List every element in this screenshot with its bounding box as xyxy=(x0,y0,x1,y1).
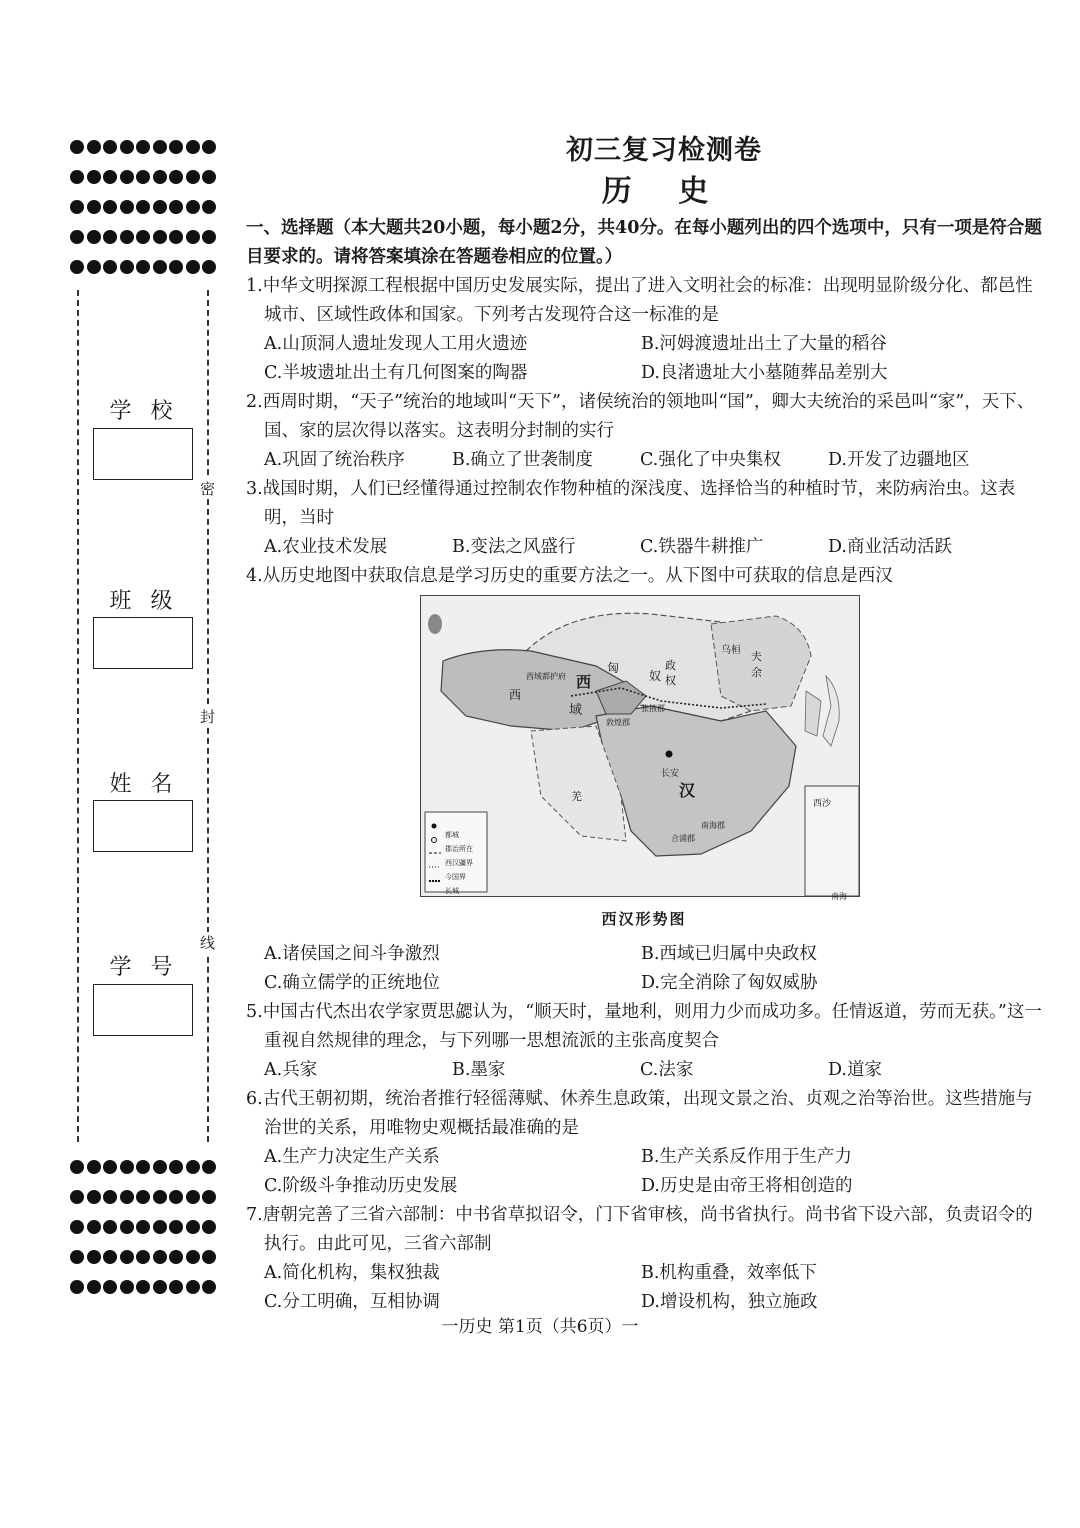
option-d: D.道家 xyxy=(828,1060,882,1080)
map-label-xiongnu-3: 政 xyxy=(665,659,676,672)
map-label-xiyu-protectorate: 西域都护府 xyxy=(526,672,566,681)
option-c: C.强化了中央集权 xyxy=(640,450,781,470)
option-b: B.变法之风盛行 xyxy=(452,537,576,557)
map-label-hepu: 合浦郡 xyxy=(671,834,695,843)
map-label-fuyu-2: 余 xyxy=(751,666,762,679)
question-4 xyxy=(246,562,1042,998)
option-a: A.山顶洞人遗址发现人工用火遗迹 xyxy=(264,334,528,354)
question-stem: 6.古代王朝初期，统治者推行轻徭薄赋、休养生息政策，出现文景之治、贞观之治等治世。这些措施与治世的关系，用唯物史观概括最准确的是 xyxy=(246,1089,1033,1138)
seal-char-feng: 封 xyxy=(200,708,216,726)
question-stem: 5.中国古代杰出农学家贾思勰认为，“顺天时，量地利，则用力少而成功多。任情返道，劳而无获。”这一重视自然规律的理念，与下列哪一思想流派的主张高度契合 xyxy=(246,1002,1042,1051)
question-3 xyxy=(246,475,1042,562)
option-a: A.农业技术发展 xyxy=(264,537,388,557)
school-field[interactable] xyxy=(93,428,193,480)
question-stem: 2.西周时期，“天子”统治的地域叫“天下”，诸侯统治的领地叫“国”，卿大夫统治的采邑叫“家”，天下、国、家的层次得以落实。这表明分封制的实行 xyxy=(246,392,1035,441)
option-b: B.确立了世袭制度 xyxy=(452,450,593,470)
question-2 xyxy=(246,388,1042,475)
page-footer: 一历史 第1页（共6页）一 xyxy=(441,1317,639,1337)
map-label-qiang: 羌 xyxy=(571,790,582,803)
option-b: B.河姆渡遗址出土了大量的稻谷 xyxy=(641,334,887,354)
map-label-wuhuan: 乌桓 xyxy=(721,645,741,656)
school-label: 学 校 xyxy=(109,399,179,424)
exam-title: 初三复习检测卷 xyxy=(566,135,762,166)
map-label-xiongnu-1: 匈 xyxy=(607,661,620,675)
map-caption: 西汉形势图 xyxy=(601,910,687,928)
option-d: D.开发了边疆地区 xyxy=(828,450,970,470)
map-label-xiyu-west: 西 xyxy=(576,673,592,691)
option-c: C.阶级斗争推动历史发展 xyxy=(264,1176,458,1196)
student-id-label: 学 号 xyxy=(109,955,179,980)
question-6 xyxy=(246,1085,1042,1201)
option-c: C.分工明确，互相协调 xyxy=(264,1292,440,1312)
legend-capital: 都城 xyxy=(445,831,459,839)
class-field[interactable] xyxy=(93,617,193,669)
map-label-nanhai: 南海郡 xyxy=(701,821,725,830)
map-graphic xyxy=(421,596,859,896)
question-stem: 4.从历史地图中获取信息是学习历史的重要方法之一。从下图中可获取的信息是西汉 xyxy=(246,566,893,586)
map-label-south-sea: 南海 xyxy=(831,892,847,901)
option-a: A.兵家 xyxy=(264,1060,318,1080)
seal-char-xian: 线 xyxy=(200,934,216,952)
option-d: D.良渚遗址大小墓随葬品差别大 xyxy=(641,363,888,383)
section-instructions: 一、选择题（本大题共20小题，每小题2分，共40分。在每小题列出的四个选项中，只有一项是符合题目要求的。请将答案填涂在答题卷相应的位置。） xyxy=(246,218,1042,267)
option-c: C.铁器牛耕推广 xyxy=(640,537,764,557)
option-b: B.机构重叠，效率低下 xyxy=(641,1263,817,1283)
top-dot-band xyxy=(70,132,216,282)
name-field[interactable] xyxy=(93,800,193,852)
binding-line-left xyxy=(77,290,79,1142)
map-label-inset: 西沙 xyxy=(813,799,832,809)
question-stem: 1.中华文明探源工程根据中国历史发展实际，提出了进入文明社会的标准：出现明显阶级分化、都邑性城市、区域性政体和国家。下列考古发现符合这一标准的是 xyxy=(246,276,1033,325)
western-han-map xyxy=(420,595,860,901)
map-label-zhangye: 张掖郡 xyxy=(641,704,665,713)
map-label-han: 汉 xyxy=(679,781,696,800)
map-label-xiyu-region: 域 xyxy=(569,703,583,718)
student-id-field[interactable] xyxy=(93,984,193,1036)
subject-title: 历 史 xyxy=(601,174,727,209)
legend-modern-border: 今国界 xyxy=(445,873,466,881)
option-b: B.西域已归属中央政权 xyxy=(641,944,817,964)
option-b: B.墨家 xyxy=(452,1060,506,1080)
option-b: B.生产关系反作用于生产力 xyxy=(641,1147,852,1167)
option-d: D.商业活动活跃 xyxy=(828,537,952,557)
map-label-changan: 长安 xyxy=(661,769,680,779)
question-stem: 3.战国时期，人们已经懂得通过控制农作物种植的深浅度、选择恰当的种植时节，来防病治虫。这表明，当时 xyxy=(246,479,1016,528)
question-5 xyxy=(246,998,1042,1085)
option-d: D.历史是由帝王将相创造的 xyxy=(641,1176,853,1196)
option-c: C.半坡遗址出土有几何图案的陶器 xyxy=(264,363,528,383)
option-c: C.确立儒学的正统地位 xyxy=(264,973,440,993)
option-c: C.法家 xyxy=(640,1060,694,1080)
option-a: A.简化机构，集权独裁 xyxy=(264,1263,440,1283)
option-a: A.诸侯国之间斗争激烈 xyxy=(264,944,440,964)
option-a: A.巩固了统治秩序 xyxy=(264,450,405,470)
question-stem: 7.唐朝完善了三省六部制：中书省草拟诏令，门下省审核，尚书省执行。尚书省下设六部，负责诏令的执行。由此可见，三省六部制 xyxy=(246,1205,1033,1254)
map-label-fuyu-1: 夫 xyxy=(751,650,762,663)
exam-content xyxy=(246,128,1042,1317)
seal-char-mi: 密 xyxy=(200,480,216,498)
option-d: D.完全消除了匈奴威胁 xyxy=(641,973,818,993)
option-a: A.生产力决定生产关系 xyxy=(264,1147,440,1167)
legend-prefecture: 郡治所在 xyxy=(445,845,473,853)
name-label: 姓 名 xyxy=(109,772,179,797)
map-label-xiongnu-4: 权 xyxy=(665,674,676,687)
map-label-dunhuang: 敦煌郡 xyxy=(606,718,630,727)
map-label-xiongnu-2: 奴 xyxy=(649,669,662,683)
class-label: 班 级 xyxy=(109,589,179,614)
map-label-west: 西 xyxy=(509,688,522,702)
bottom-dot-band xyxy=(70,1152,216,1302)
option-d: D.增设机构，独立施政 xyxy=(641,1292,818,1312)
question-1 xyxy=(246,272,1042,388)
legend-han-border: 西汉疆界 xyxy=(445,859,473,867)
question-7 xyxy=(246,1201,1042,1317)
legend-great-wall: 长城 xyxy=(445,887,459,895)
